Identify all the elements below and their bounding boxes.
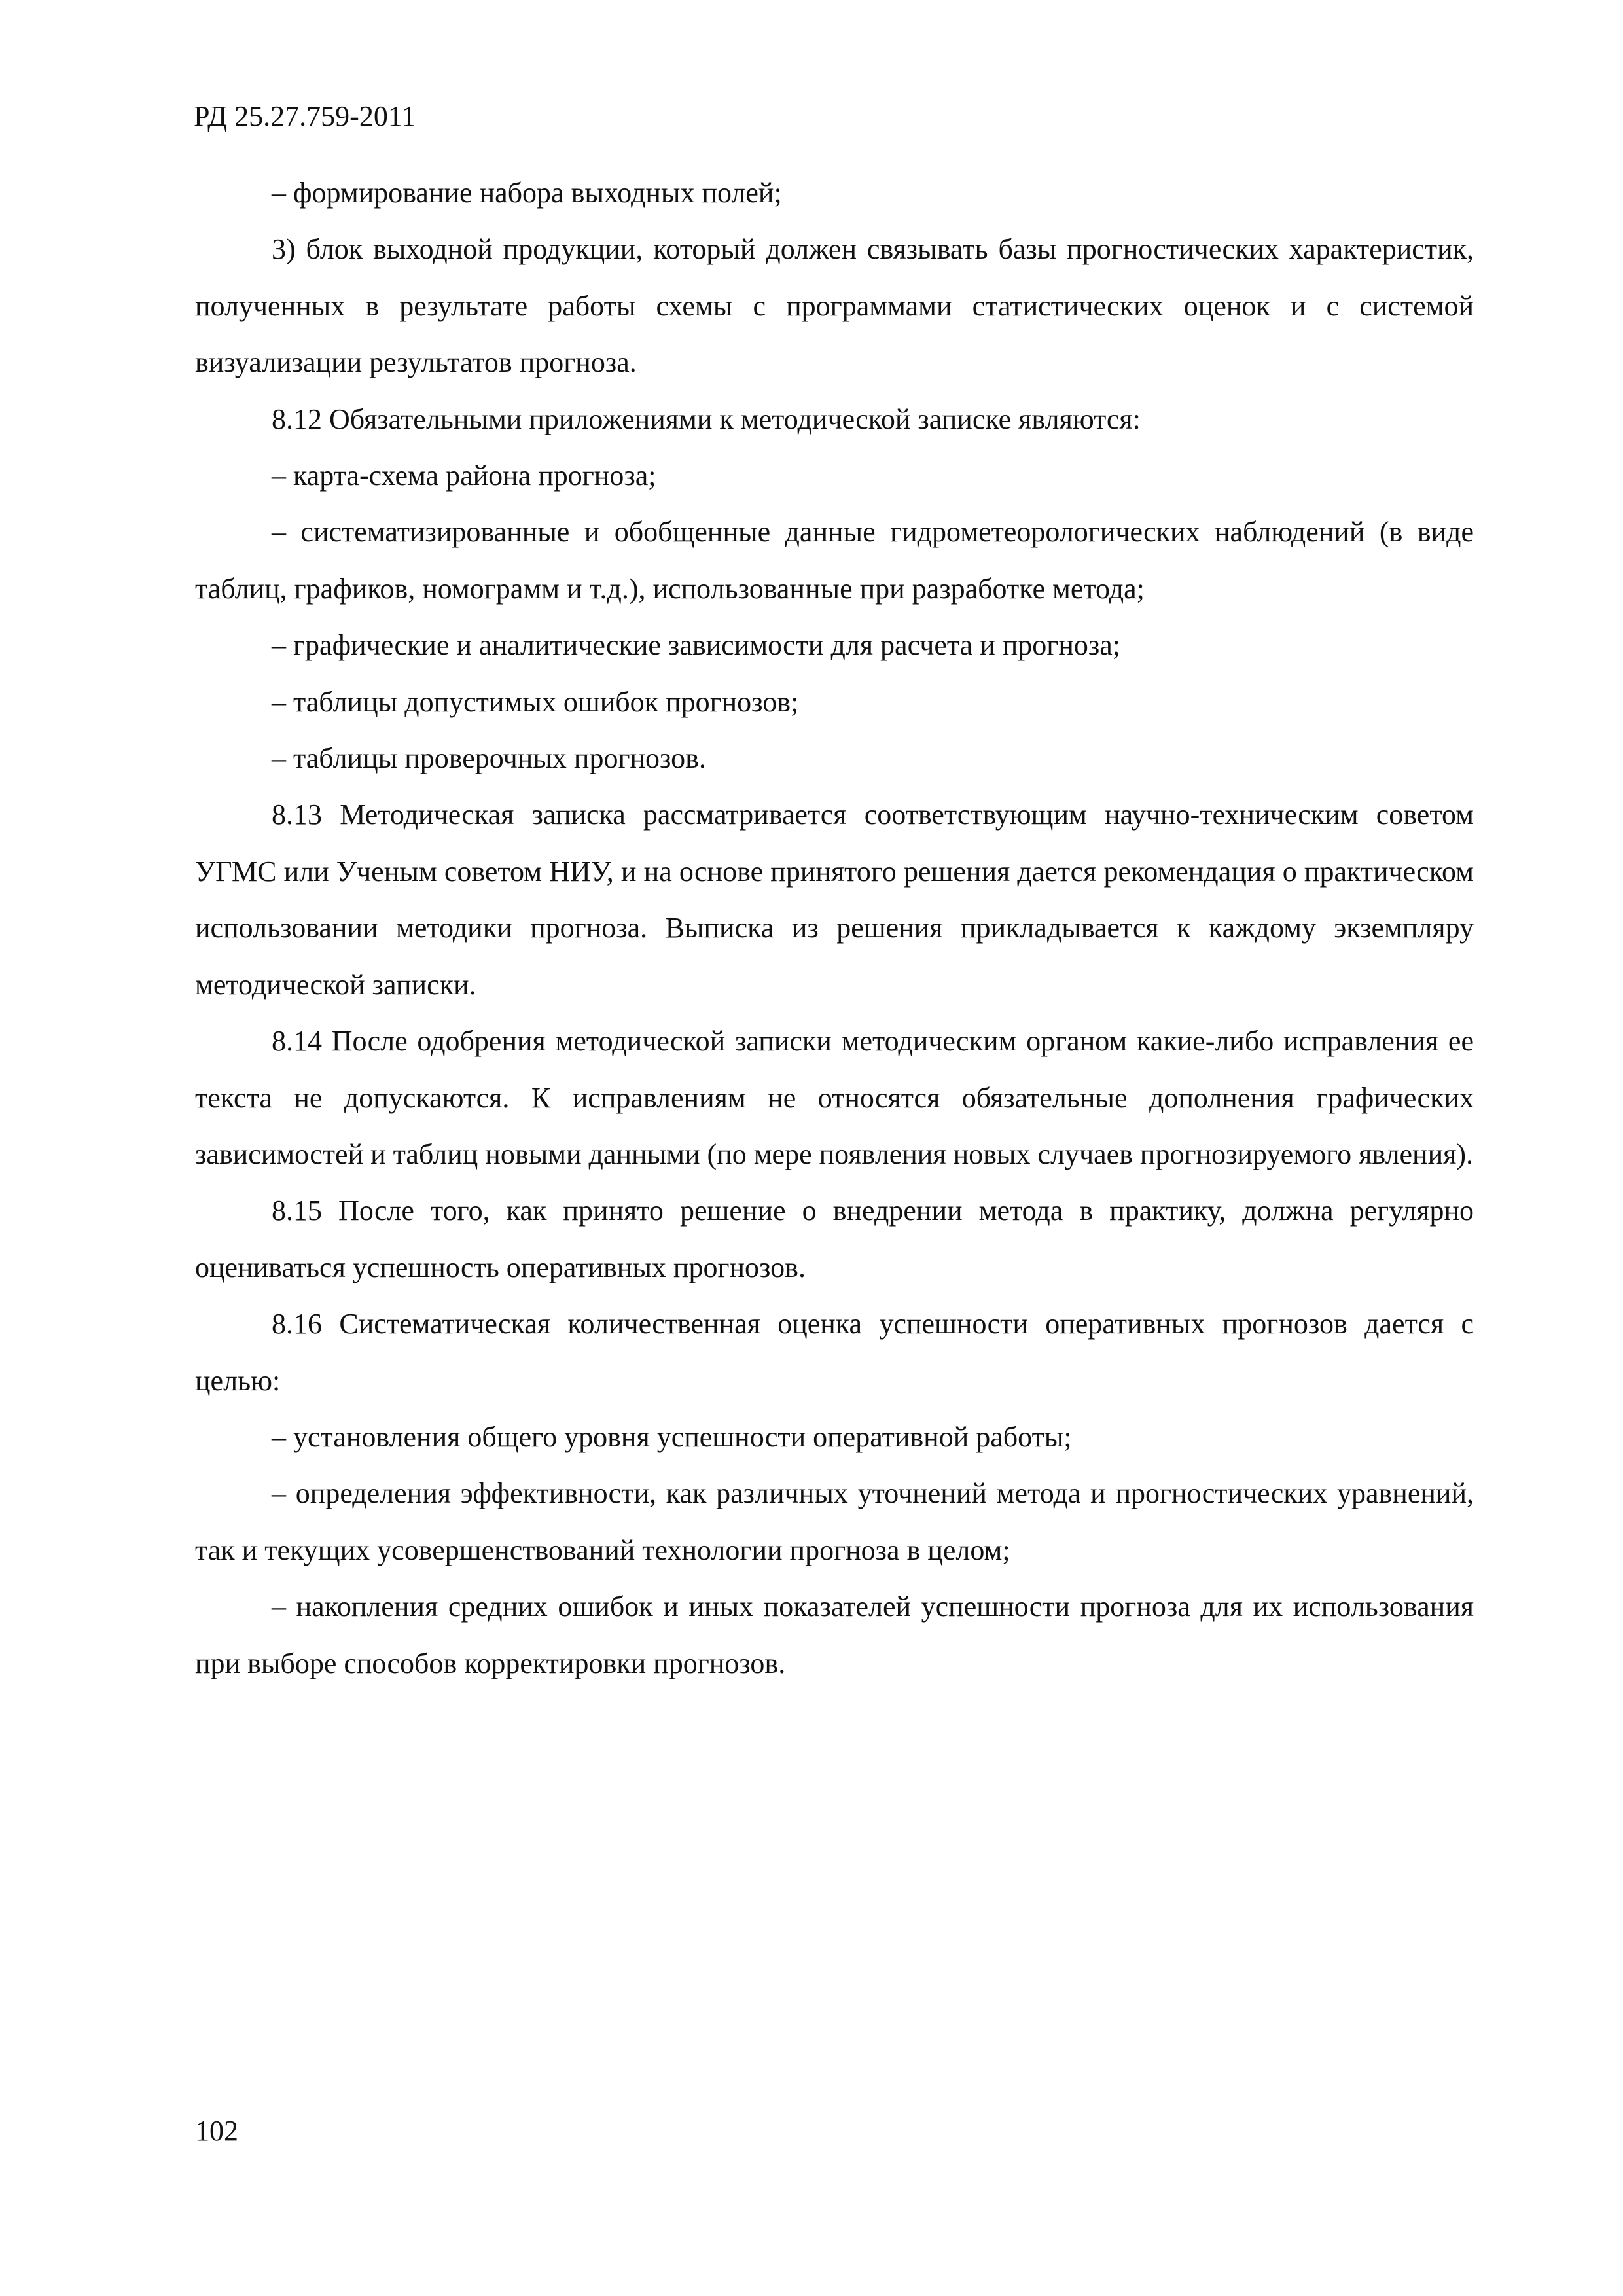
- list-item-test-forecasts: – таблицы проверочных прогнозов.: [272, 742, 706, 775]
- document-code: РД 25.27.759-2011: [194, 100, 416, 132]
- paragraph-output-fields: – формирование набора выходных полей;: [272, 177, 782, 209]
- paragraph-8-14: 8.14 После одобрения методической записки методическим органом какие-либо исправления ее текста не допускаются. К исправлениям не относятся обязательные дополнения графических зависимостей и таблиц новыми данными (по мере появления новых случаев прогнозируемого явления).: [195, 1025, 1474, 1170]
- body-text: [195, 165, 1474, 1692]
- list-item-map: – карта-схема района прогноза;: [272, 459, 656, 492]
- list-item-efficiency: – определения эффективности, как различных уточнений метода и прогностических уравнений, так и текущих усовершенствований технологии прогноза в целом;: [195, 1477, 1474, 1566]
- paragraph-8-16: 8.16 Систематическая количественная оценка успешности оперативных прогнозов дается с целью:: [195, 1308, 1474, 1397]
- list-item-error-tables: – таблицы допустимых ошибок прогнозов;: [272, 685, 799, 718]
- list-item-dependencies: – графические и аналитические зависимости для расчета и прогноза;: [272, 629, 1121, 662]
- paragraph-8-15: 8.15 После того, как принято решение о внедрении метода в практику, должна регулярно оцениваться успешность оперативных прогнозов.: [195, 1194, 1474, 1283]
- paragraph-output-block: 3) блок выходной продукции, который должен связывать базы прогностических характеристик, полученных в результате работы схемы с программами статистических оценок и с системой визуализации результатов прогноза.: [195, 233, 1474, 379]
- paragraph-8-12: 8.12 Обязательными приложениями к методической записке являются:: [272, 403, 1141, 435]
- paragraph-8-13: 8.13 Методическая записка рассматривается соответствующим научно-техническим советом УГМС или Ученым советом НИУ, и на основе принятого решения дается рекомендация о практическом использовании методики прогноза. Выписка из решения прикладывается к каждому экземпляру методической записки.: [195, 798, 1474, 1001]
- list-item-observation-data: – систематизированные и обобщенные данные гидрометеорологических наблюдений (в виде таблиц, графиков, номограмм и т.д.), использованные при разработке метода;: [195, 516, 1474, 605]
- list-item-accumulation: – накопления средних ошибок и иных показателей успешности прогноза для их использования при выборе способов корректировки прогнозов.: [195, 1590, 1474, 1679]
- page-number: 102: [195, 2115, 238, 2147]
- list-item-general-level: – установления общего уровня успешности оперативной работы;: [272, 1420, 1072, 1453]
